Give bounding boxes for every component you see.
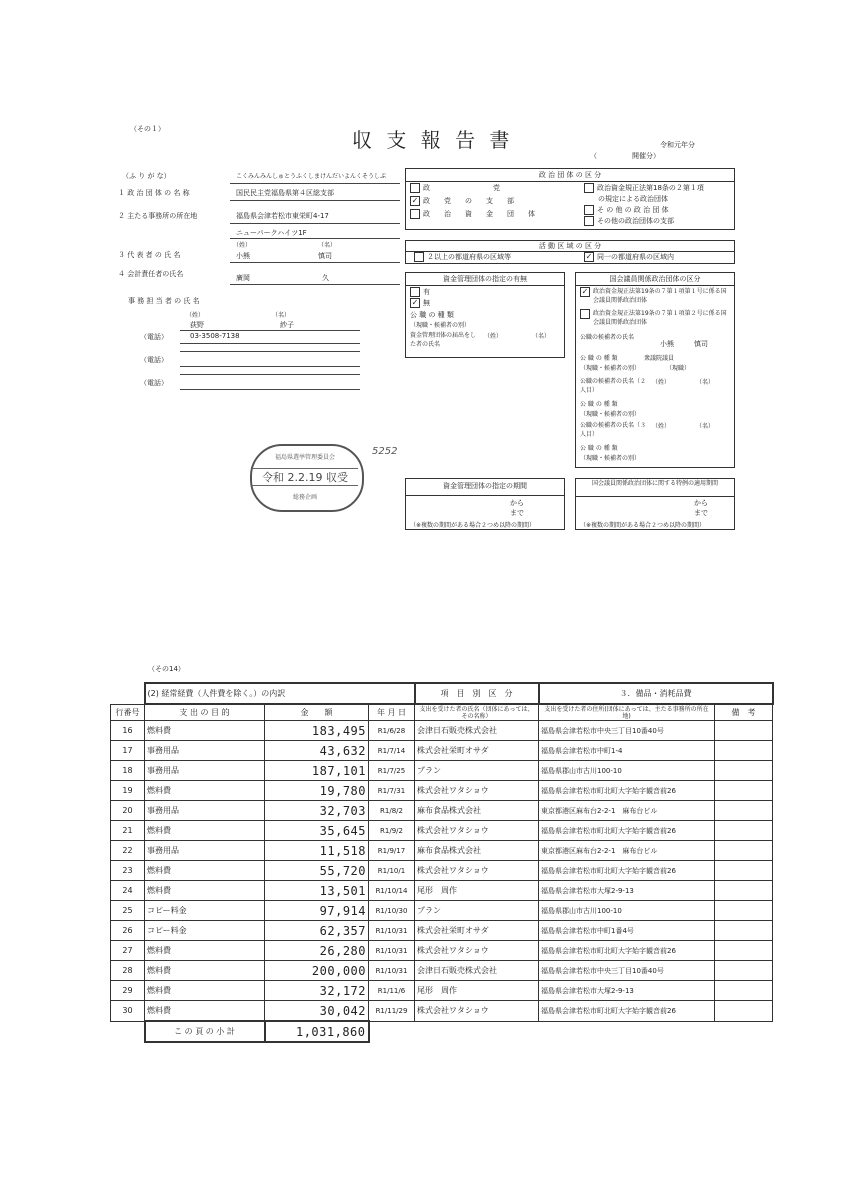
- row-no: 24: [111, 881, 145, 901]
- row-address: 福島県会津若松市中町1-4: [539, 741, 715, 761]
- row-payee: 尾形 周作: [415, 981, 539, 1001]
- classification-option-18-cont: の規定による政治団体: [598, 195, 668, 203]
- row-no: 17: [111, 741, 145, 761]
- row-amount: 97,914: [265, 901, 369, 921]
- acct-label: ４ 会計責任者の氏名: [118, 270, 184, 278]
- row-address: 福島県会津若松市中町1番4号: [539, 921, 715, 941]
- stamp-top: 福島県選挙管理委員会: [274, 454, 335, 461]
- row-address: 福島県会津若松市町北町大字始字観音前26: [539, 781, 715, 801]
- row-note: [715, 761, 773, 781]
- fund-mgmt-sei-label: （姓）: [484, 333, 503, 340]
- tel-label-1: （電話）: [140, 333, 168, 341]
- fund-mgmt-office-kind: 公 職 の 種 類: [410, 311, 454, 319]
- classification-option-branch[interactable]: ✓ 政 党 の 支 部: [411, 196, 514, 205]
- row-purpose: コピー料金: [145, 901, 265, 921]
- row-no: 30: [111, 1001, 145, 1022]
- fund-period-box: [405, 478, 565, 530]
- subtotal-amount: 1,031,860: [265, 1021, 369, 1042]
- row-amount: 30,042: [265, 1001, 369, 1022]
- row-no: 21: [111, 821, 145, 841]
- row-date: R1/7/14: [369, 741, 415, 761]
- row-date: R1/10/31: [369, 941, 415, 961]
- row-date: R1/10/30: [369, 901, 415, 921]
- row-amount: 26,280: [265, 941, 369, 961]
- row-date: R1/10/14: [369, 881, 415, 901]
- diet-cand-sei: 小熊: [660, 340, 674, 348]
- table-row: [111, 1001, 773, 1022]
- row-amount: 55,720: [265, 861, 369, 881]
- table-row: [111, 921, 773, 941]
- row-payee: 会津日石販売株式会社: [415, 721, 539, 741]
- row-purpose: 事務用品: [145, 801, 265, 821]
- row-amount: 32,703: [265, 801, 369, 821]
- fund-mgmt-yes[interactable]: 有: [410, 287, 430, 297]
- row-date: R1/11/29: [369, 1001, 415, 1022]
- row-address: 福島県会津若松市町北町大字始字観音前26: [539, 821, 715, 841]
- classification-option-party[interactable]: 政 党: [410, 183, 500, 193]
- activity-title: 活 動 区 域 の 区 分: [406, 241, 734, 252]
- row-address: 福島県郡山市古川100-10: [539, 901, 715, 921]
- row-payee: プラン: [415, 761, 539, 781]
- row-address: 福島県会津若松市町北町大字始字観音前26: [539, 941, 715, 961]
- furigana-value: こくみんみんしゅとうふくしまけんだいよんくそうしぶ: [236, 173, 387, 180]
- row-amount: 43,632: [265, 741, 369, 761]
- row-purpose: 事務用品: [145, 761, 265, 781]
- col-date: 年 月 日: [369, 704, 415, 721]
- table-row: [111, 761, 773, 781]
- row-purpose: 燃料費: [145, 781, 265, 801]
- diet-period-from: から: [694, 499, 708, 507]
- diet-office-kind: 公 職 の 種 類: [580, 355, 618, 362]
- subtotal-label: こ の 頁 の 小 計: [145, 1021, 265, 1042]
- fund-period-to: まで: [510, 509, 524, 517]
- row-amount: 19,780: [265, 781, 369, 801]
- rep-mei-label: （名）: [318, 242, 337, 249]
- row-note: [715, 841, 773, 861]
- row-payee: 株式会社栄町オサダ: [415, 741, 539, 761]
- diet-office-kind-value: 衆議院議員: [644, 355, 675, 362]
- col-address: 支出を受けた者の住所(団体にあっては、主たる事務所の所在地): [539, 704, 715, 721]
- row-no: 16: [111, 721, 145, 741]
- row-date: R1/7/25: [369, 761, 415, 781]
- row-no: 28: [111, 961, 145, 981]
- row-address: 福島県会津若松市中央三丁目10番40号: [539, 961, 715, 981]
- diet-period-title: 国会議員関係政治団体に関する特例の適用期間: [576, 480, 734, 497]
- row-note: [715, 981, 773, 1001]
- row-no: 26: [111, 921, 145, 941]
- diet-cand2-label: 公職の候補者の氏名（２人目）: [580, 378, 647, 394]
- staff-sei: 荻野: [190, 321, 204, 329]
- col-amount: 金 額: [265, 704, 369, 721]
- diet-office-kind-2: 公 職 の 種 類: [580, 401, 618, 408]
- row-payee: 株式会社栄町オサダ: [415, 921, 539, 941]
- row-address: 東京都港区麻布台2-2-1 麻布台ビル: [539, 841, 715, 861]
- row-purpose: 燃料費: [145, 1001, 265, 1022]
- report-year: 令和元年分: [660, 141, 695, 149]
- row-no: 19: [111, 781, 145, 801]
- diet-office-status: （現職）: [666, 365, 691, 372]
- row-amount: 183,495: [265, 721, 369, 741]
- row-date: R1/6/28: [369, 721, 415, 741]
- diet-cand-label: 公職の候補者の氏名: [580, 334, 635, 341]
- row-payee: 株式会社ワタショウ: [415, 1001, 539, 1022]
- page14-label: （その14）: [148, 665, 185, 673]
- row-payee: 麻布食品株式会社: [415, 801, 539, 821]
- diet-period-to: まで: [694, 509, 708, 517]
- diet-cand2-sei-label: （姓）: [652, 379, 671, 386]
- diet-period-box: [575, 478, 735, 530]
- row-date: R1/9/17: [369, 841, 415, 861]
- tel-label-2: （電話）: [140, 356, 168, 364]
- handwritten-note: 5252: [372, 446, 398, 457]
- diet-office-kind-note-2: （現職・候補者の別）: [580, 411, 641, 418]
- row-amount: 187,101: [265, 761, 369, 781]
- receipt-stamp: [250, 444, 364, 512]
- row-address: 福島県会津若松市町北町大字始字観音前26: [539, 1001, 715, 1022]
- diet-option-1[interactable]: ✓ 政治資金規正法第19条の７第１項第１号に係る国会議員関係政治団体: [581, 287, 727, 304]
- diet-cand3-label: 公職の候補者の氏名（３人目）: [580, 422, 647, 438]
- row-address: 福島県会津若松市大塚2-9-13: [539, 881, 715, 901]
- row-purpose: 燃料費: [145, 981, 265, 1001]
- row-no: 18: [111, 761, 145, 781]
- classification-option-fund[interactable]: 政 治 資 金 団 体: [410, 209, 535, 219]
- row-no: 25: [111, 901, 145, 921]
- row-purpose: コピー料金: [145, 921, 265, 941]
- row-amount: 200,000: [265, 961, 369, 981]
- page-title: 収 支 報 告 書: [352, 128, 514, 152]
- row-amount: 62,357: [265, 921, 369, 941]
- row-payee: 麻布食品株式会社: [415, 841, 539, 861]
- row-note: [715, 781, 773, 801]
- row-payee: 株式会社ワタショウ: [415, 781, 539, 801]
- row-purpose: 燃料費: [145, 861, 265, 881]
- tel-label-3: （電話）: [140, 379, 168, 387]
- fund-period-title: 資金管理団体の指定の期間: [406, 481, 564, 496]
- fund-period-from: から: [510, 499, 524, 507]
- row-note: [715, 861, 773, 881]
- diet-option-2[interactable]: 政治資金規正法第19条の７第１項第２号に係る国会議員関係政治団体: [580, 309, 730, 327]
- diet-office-kind-3: 公 職 の 種 類: [580, 445, 618, 452]
- furigana-label: （ふ り が な）: [122, 172, 171, 180]
- fund-mgmt-title: 資金管理団体の指定の有無: [406, 274, 564, 286]
- row-note: [715, 821, 773, 841]
- row-date: R1/10/1: [369, 861, 415, 881]
- fund-mgmt-no[interactable]: ✓ 無: [411, 298, 430, 307]
- rep-mei: 慎司: [318, 252, 332, 260]
- row-note: [715, 1001, 773, 1022]
- row-amount: 35,645: [265, 821, 369, 841]
- row-note: [715, 921, 773, 941]
- row-purpose: 燃料費: [145, 961, 265, 981]
- office-address-2: ニューパークハイツ1F: [236, 229, 307, 237]
- office-label: ２ 主たる事務所の所在地: [118, 212, 198, 220]
- col-row-no: 行番号: [111, 704, 145, 721]
- org-name: 国民民主党福島県第４区総支部: [236, 189, 334, 197]
- classification-title: 政 治 団 体 の 区 分: [406, 170, 734, 182]
- fund-mgmt-box: [405, 272, 565, 358]
- table-row: [111, 801, 773, 821]
- org-name-label: １ 政 治 団 体 の 名 称: [118, 189, 190, 197]
- row-no: 23: [111, 861, 145, 881]
- table-row: [111, 781, 773, 801]
- col-purpose: 支 出 の 目 的: [145, 704, 265, 721]
- row-payee: 株式会社ワタショウ: [415, 861, 539, 881]
- expense-table: [110, 682, 774, 1043]
- table-row: [111, 961, 773, 981]
- diet-office-kind-note: （現職・候補者の別）: [580, 365, 641, 372]
- page1-label: （その１）: [130, 125, 165, 133]
- row-note: [715, 881, 773, 901]
- row-purpose: 燃料費: [145, 941, 265, 961]
- table-row: [111, 721, 773, 741]
- row-note: [715, 801, 773, 821]
- row-note: [715, 721, 773, 741]
- row-no: 27: [111, 941, 145, 961]
- row-no: 20: [111, 801, 145, 821]
- row-note: [715, 901, 773, 921]
- row-date: R1/7/31: [369, 781, 415, 801]
- row-purpose: 事務用品: [145, 741, 265, 761]
- row-date: R1/11/6: [369, 981, 415, 1001]
- diet-member-box: [575, 272, 735, 468]
- row-payee: 株式会社ワタショウ: [415, 941, 539, 961]
- table-row: [111, 901, 773, 921]
- classification-option-18[interactable]: 政治資金規正法第18条の２第１項: [584, 183, 704, 193]
- rep-sei: 小熊: [236, 252, 250, 260]
- stamp-bottom: 総務企画: [292, 494, 317, 501]
- staff-mei-label: （名）: [272, 312, 291, 319]
- row-purpose: 燃料費: [145, 881, 265, 901]
- row-payee: 会津日石販売株式会社: [415, 961, 539, 981]
- row-date: R1/10/31: [369, 961, 415, 981]
- report-period: （ 開催分）: [590, 152, 660, 160]
- tel-1: 03-3508-7138: [190, 332, 240, 340]
- row-note: [715, 941, 773, 961]
- diet-cand3-mei-label: （名）: [696, 423, 715, 430]
- row-address: 福島県会津若松市町北町大字始字観音前26: [539, 861, 715, 881]
- rep-sei-label: （姓）: [233, 242, 252, 249]
- acct-sei: 廣岡: [236, 274, 250, 282]
- fund-mgmt-mei-label: （名）: [532, 333, 551, 340]
- row-amount: 32,172: [265, 981, 369, 1001]
- table-row: [111, 821, 773, 841]
- office-address-1: 福島県会津若松市東栄町4-17: [236, 212, 329, 220]
- fund-period-note: （※複数の期間がある場合２つめ以降の期間）: [410, 522, 536, 529]
- row-date: R1/8/2: [369, 801, 415, 821]
- fund-mgmt-designator: 資金管理団体の届出をした者の氏名: [410, 332, 477, 348]
- rep-label: ３ 代 表 者 の 氏 名: [118, 251, 181, 259]
- row-purpose: 燃料費: [145, 721, 265, 741]
- col-payee: 支出を受けた者の氏名（団体にあっては、その名称）: [415, 704, 539, 721]
- table-row: [111, 881, 773, 901]
- category-value: ３．備品・消耗品費: [539, 683, 773, 704]
- category-header: 項 目 別 区 分: [415, 683, 539, 704]
- diet-title: 国会議員関係政治団体の区分: [576, 274, 734, 286]
- diet-cand3-sei-label: （姓）: [652, 423, 671, 430]
- row-address: 福島県会津若松市大塚2-9-13: [539, 981, 715, 1001]
- row-payee: 株式会社ワタショウ: [415, 821, 539, 841]
- classification-option-other-branch[interactable]: その他の政治団体の支部: [584, 216, 674, 226]
- row-no: 29: [111, 981, 145, 1001]
- classification-option-other[interactable]: そ の 他 の 政 治 団 体: [584, 205, 669, 215]
- col-note: 備 考: [715, 704, 773, 721]
- table-row: [111, 861, 773, 881]
- diet-cand-mei: 慎司: [694, 340, 708, 348]
- org-classification-box: [405, 168, 735, 230]
- acct-mei: 久: [322, 274, 329, 282]
- table-row: [111, 941, 773, 961]
- table-row: [111, 981, 773, 1001]
- diet-office-kind-note-3: （現職・候補者の別）: [580, 455, 641, 462]
- row-address: 東京都港区麻布台2-2-1 麻布台ビル: [539, 801, 715, 821]
- diet-cand2-mei-label: （名）: [696, 379, 715, 386]
- row-address: 福島県郡山市古川100-10: [539, 761, 715, 781]
- row-purpose: 燃料費: [145, 821, 265, 841]
- row-amount: 11,518: [265, 841, 369, 861]
- staff-mei: 紗子: [280, 321, 294, 329]
- diet-period-note: （※複数の期間がある場合２つめ以降の期間）: [580, 522, 706, 529]
- row-date: R1/10/31: [369, 921, 415, 941]
- activity-option-multi[interactable]: ２以上の都道府県の区域等: [414, 252, 511, 262]
- staff-label: 事 務 担 当 者 の 氏 名: [128, 297, 200, 305]
- activity-option-single[interactable]: ✓ 同一の都道府県の区域内: [585, 252, 674, 261]
- fund-mgmt-office-note: （現職・候補者の別）: [410, 322, 471, 329]
- section-title: (2) 経常経費（人件費を除く。）の内訳: [145, 683, 415, 704]
- row-amount: 13,501: [265, 881, 369, 901]
- row-note: [715, 741, 773, 761]
- table-row: [111, 841, 773, 861]
- activity-area-box: [405, 240, 735, 264]
- stamp-date: 令和 2.2.19 収受: [252, 468, 358, 486]
- row-payee: 尾形 周作: [415, 881, 539, 901]
- row-date: R1/9/2: [369, 821, 415, 841]
- row-note: [715, 961, 773, 981]
- table-row: [111, 741, 773, 761]
- row-purpose: 事務用品: [145, 841, 265, 861]
- staff-sei-label: （姓）: [186, 312, 205, 319]
- row-payee: プラン: [415, 901, 539, 921]
- row-address: 福島県会津若松市中央三丁目10番40号: [539, 721, 715, 741]
- row-no: 22: [111, 841, 145, 861]
